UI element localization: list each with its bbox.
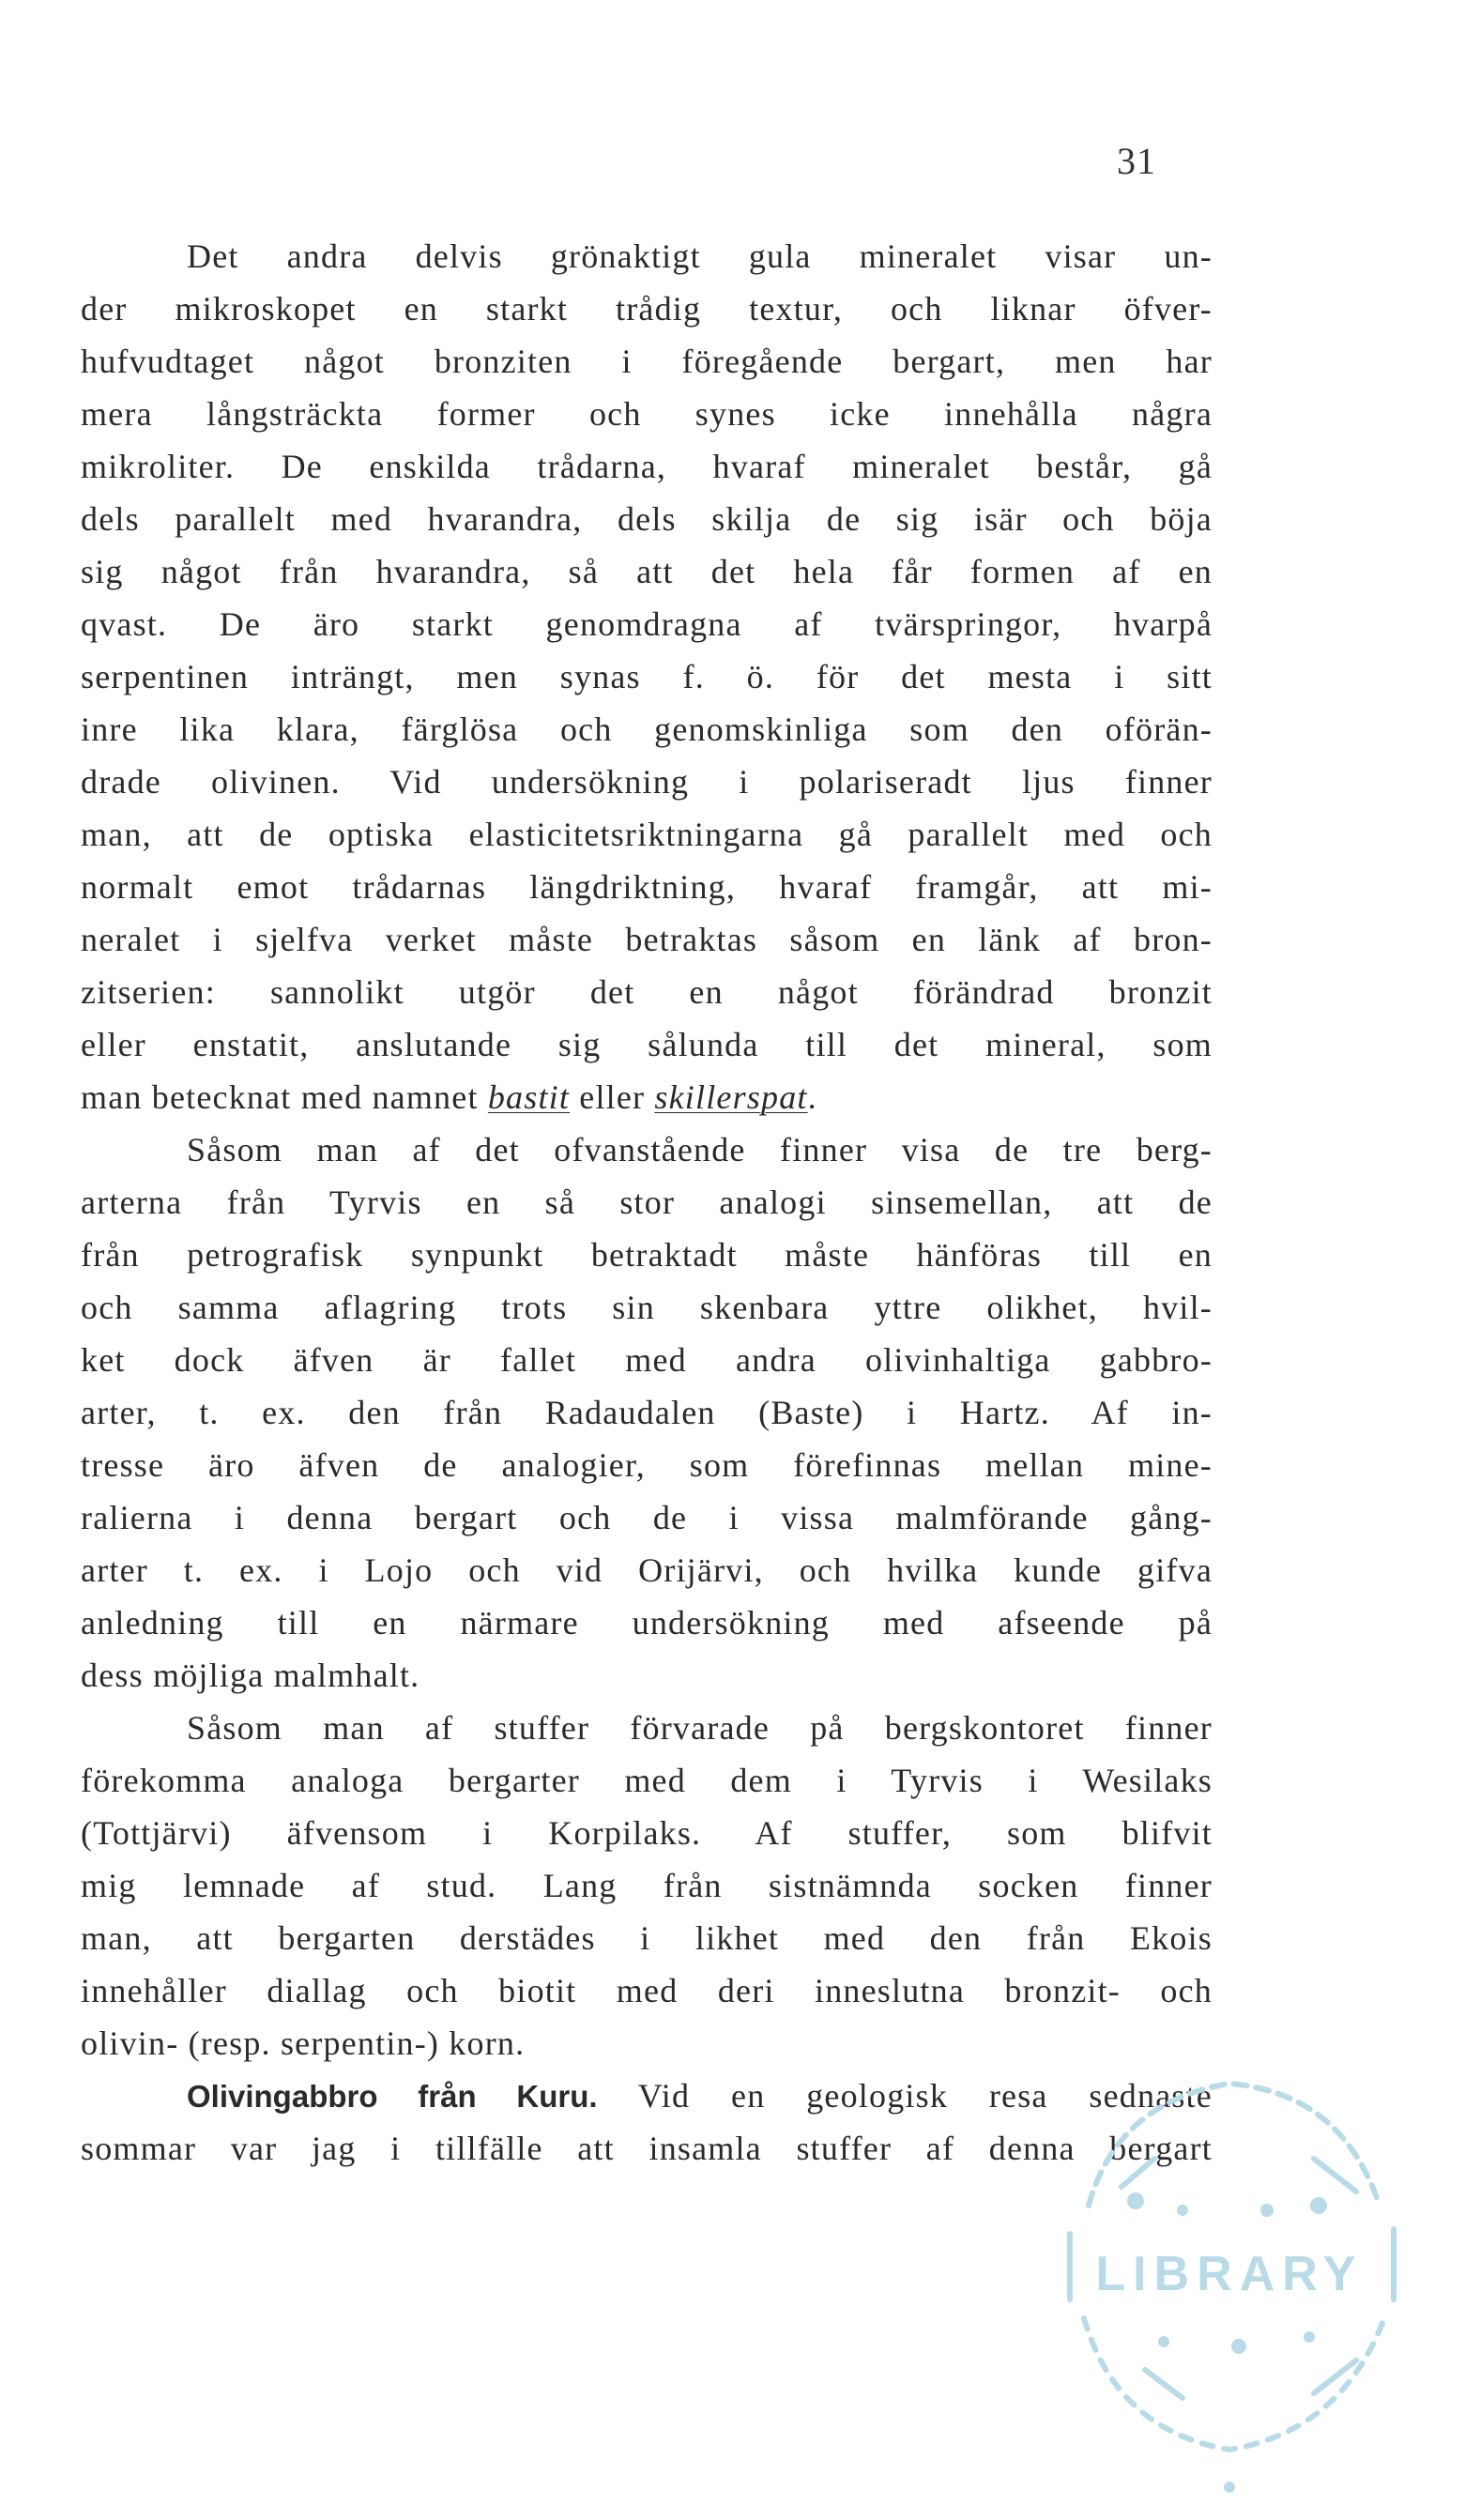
- text-line: mikroliter. De enskilda trådarna, hvaraf mineralet består, gå: [81, 448, 1213, 485]
- text-line: och samma aflagring trots sin skenbara yttre olikhet, hvil-: [81, 1289, 1213, 1326]
- section-heading: Olivingabbro från Kuru.: [187, 2079, 598, 2114]
- text-line: man, att bergarten derstädes i likhet med den från Ekois: [81, 1919, 1213, 1957]
- text-line: Såsom man af stuffer förvarade på bergskontoret finner: [187, 1709, 1213, 1747]
- text-line: Såsom man af det ofvanstående finner visa de tre berg-: [187, 1131, 1213, 1168]
- text-segment: eller: [570, 1078, 655, 1116]
- text-line: qvast. De äro starkt genomdragna af tvärspringor, hvarpå: [81, 605, 1213, 643]
- text-line: zitserien: sannolikt utgör det en något förändrad bronzit: [81, 973, 1213, 1011]
- text-line: mig lemnade af stud. Lang från sistnämnda socken finner: [81, 1867, 1213, 1904]
- emphasized-term: bastit: [487, 1078, 571, 1116]
- text-line: inre lika klara, färglösa och genomskinliga som den oförän-: [81, 710, 1213, 748]
- text-line: ket dock äfven är fallet med andra olivinhaltiga gabbro-: [81, 1341, 1213, 1379]
- text-line: tresse äro äfven de analogier, som förefinnas mellan mine-: [81, 1446, 1213, 1484]
- text-line: (Tottjärvi) äfvensom i Korpilaks. Af stuffer, som blifvit: [81, 1814, 1213, 1852]
- text-line: dess möjliga malmhalt.: [81, 1657, 420, 1694]
- text-line: hufvudtaget något bronziten i föregående bergart, men har: [81, 343, 1213, 380]
- text-line: sig något från hvarandra, så att det hela får formen af en: [81, 553, 1213, 590]
- text-line: arter, t. ex. den från Radaudalen (Baste) i Hartz. Af in-: [81, 1394, 1213, 1431]
- text-line: arterna från Tyrvis en så stor analogi sinsemellan, att de: [81, 1184, 1213, 1221]
- library-stamp-icon: [1032, 2018, 1427, 2506]
- stamp-text: LIBRARY: [1095, 2247, 1364, 2301]
- text-line: eller enstatit, anslutande sig sålunda till det mineral, som: [81, 1026, 1213, 1063]
- text-line: [81, 1071, 1213, 1123]
- text-line: serpentinen inträngt, men synas f. ö. för det mesta i sitt: [81, 658, 1213, 695]
- text-line: man, att de optiska elasticitetsriktningarna gå parallelt med och: [81, 816, 1213, 853]
- text-line: mera långsträckta former och synes icke innehålla några: [81, 395, 1213, 433]
- body-text: [81, 230, 1213, 2175]
- text-line: innehåller diallag och biotit med deri inneslutna bronzit- och: [81, 1972, 1213, 2009]
- text-line: drade olivinen. Vid undersökning i polariseradt ljus finner: [81, 763, 1213, 801]
- text-line: från petrografisk synpunkt betraktadt måste hänföras till en: [81, 1236, 1213, 1274]
- text-line: Det andra delvis grönaktigt gula mineralet visar un-: [187, 237, 1213, 275]
- text-line: normalt emot trådarnas längdriktning, hvaraf framgår, att mi-: [81, 868, 1213, 906]
- emphasized-term: skillerspat: [654, 1078, 808, 1116]
- text-line: ralierna i denna bergart och de i vissa malmförande gång-: [81, 1499, 1213, 1536]
- text-line: der mikroskopet en starkt trådig textur, och liknar öfver-: [81, 290, 1213, 328]
- text-segment: .: [807, 1078, 817, 1116]
- text-line: förekomma analoga bergarter med dem i Tyrvis i Wesilaks: [81, 1762, 1213, 1799]
- text-line: arter t. ex. i Lojo och vid Orijärvi, och hvilka kunde gifva: [81, 1551, 1213, 1589]
- text-line: anledning till en närmare undersökning med afseende på: [81, 1604, 1213, 1642]
- text-line: olivin- (resp. serpentin-) korn.: [81, 2024, 526, 2062]
- page-number: 31: [1117, 140, 1156, 182]
- text-line: sommar var jag i tillfälle att insamla stuffer af denna bergart: [81, 2130, 1213, 2167]
- text-segment: man betecknat med namnet: [81, 1078, 488, 1116]
- text-line: dels parallelt med hvarandra, dels skilja de sig isär och böja: [81, 500, 1213, 538]
- text-line: neralet i sjelfva verket måste betraktas såsom en länk af bron-: [81, 921, 1213, 958]
- text-segment: Vid en geologisk resa sednaste: [597, 2077, 1213, 2115]
